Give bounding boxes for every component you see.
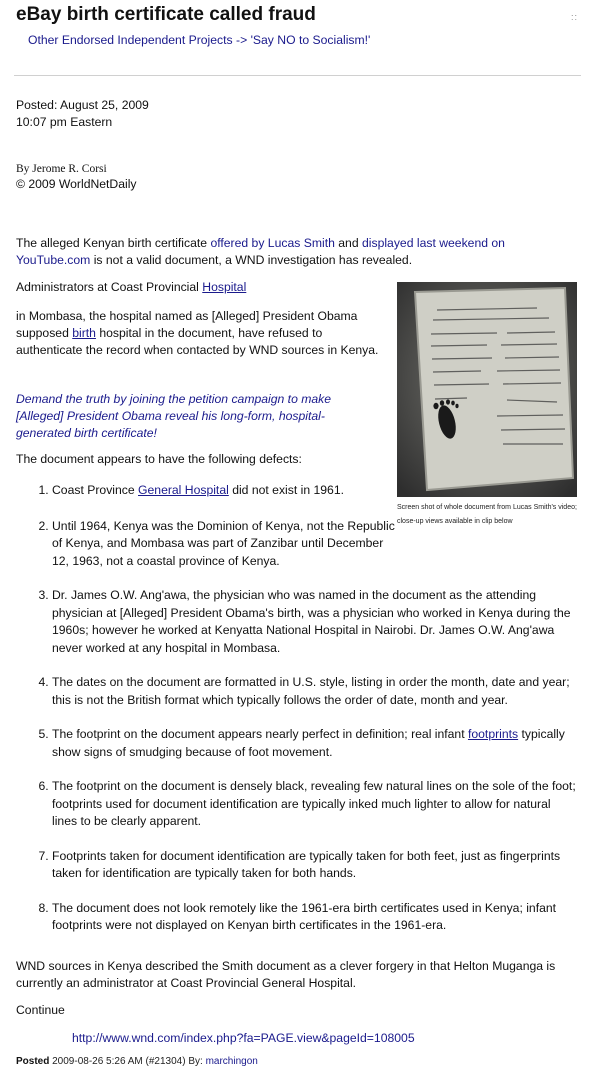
byline-block <box>16 162 137 192</box>
article-title: eBay birth certificate called fraud <box>16 4 316 25</box>
hospital-link[interactable]: Hospital <box>202 280 247 294</box>
menu-dots-icon[interactable]: :: <box>571 12 579 22</box>
birth-link[interactable]: birth <box>72 326 96 340</box>
continue-label: Continue <box>16 1003 65 1017</box>
general-hospital-link[interactable]: General Hospital <box>138 483 229 497</box>
defect-item-1: 1. Coast Province General Hospital did not exist in 1961. <box>52 482 382 500</box>
defect-item-8: 8. The document does not look remotely like the 1961-era birth certificates used in Kenya; infant footprints were not displayed on Kenyan birth certificates in the 1961-era. <box>52 900 577 935</box>
defects-intro: The document appears to have the following defects: <box>16 452 302 466</box>
defect-item-5: 5. The footprint on the document appears nearly perfect in definition; real infant footprints typically show signs of smudging because of foot movement. <box>52 726 577 761</box>
posted-detail: 2009-08-26 5:26 AM (#21304) By: <box>49 1056 206 1067</box>
paragraph-intro: The alleged Kenyan birth certificate offered by Lucas Smith and displayed last weekend on YouTube.com is not a valid document, a WND investigation has revealed. <box>16 236 505 267</box>
post-date <box>16 97 149 131</box>
birth-certificate-screenshot <box>397 282 577 497</box>
petition-link[interactable]: Demand the truth by joining the petition campaign to make [Alleged] President Obama reveal his long-form, hospital-generated birth certificate! <box>16 392 332 440</box>
defect-item-6: 6. The footprint on the document is densely black, revealing few natural lines on the sole of the foot; footprints used for document identification are typically inked much lighter to allow for natural lines to be clearly apparent. <box>52 778 577 831</box>
defects-list <box>16 482 582 935</box>
author-link[interactable]: marchingon <box>205 1056 258 1067</box>
photo-caption: Screen shot of whole document from Lucas Smith's video; close-up views available in clip below <box>397 504 577 525</box>
paragraph-closing: WND sources in Kenya described the Smith document as a clever forgery in that Helton Muganga is currently an administrator at Coast Provincial General Hospital. <box>16 959 556 990</box>
defect-item-4: 4. The dates on the document are formatted in U.S. style, listing in order the month, date and year; this is not the British format which typically follows the order of date, month and year. <box>52 674 582 709</box>
byline: By Jerome R. Corsi <box>16 163 107 175</box>
defect-item-2: 2. Until 1964, Kenya was the Dominion of Kenya, not the Republic of Kenya, and Mombasa was part of Zanzibar until December 12, 1963, not a coastal province of Kenya. <box>52 518 397 571</box>
lucas-smith-link[interactable]: offered by Lucas Smith <box>210 236 335 250</box>
youtube-link[interactable]: displayed last weekend on YouTube.com <box>16 236 505 267</box>
post-footer <box>16 1056 258 1067</box>
post-time-line: 10:07 pm Eastern <box>16 115 113 129</box>
posted-label: Posted <box>16 1056 50 1067</box>
breadcrumb-separator: -> <box>232 33 251 47</box>
breadcrumb-project-link[interactable]: Other Endorsed Independent Projects <box>28 33 233 47</box>
paragraph-mombasa: in Mombasa, the hospital named as [Alleged] President Obama supposed birth hospital in the document, have refused to authenticate the record when contacted by WND sources in Kenya. <box>16 309 379 357</box>
footprints-link[interactable]: footprints <box>467 727 519 741</box>
defect-item-3: 3. Dr. James O.W. Ang'awa, the physician who was named in the document as the attending physician at [Alleged] President Obama's birth, was a physician who worked in Kenya during the 1960s; however he worked at Kenyatta National Hospital in Nairobi. Dr. James O.W. Ang'awa never worked at any hospital in Mombasa. <box>52 587 582 657</box>
defect-item-7: 7. Footprints taken for document identification are typically taken for both feet, just as fingerprints taken for identification are typically taken for both hands. <box>52 848 572 883</box>
paragraph-administrators: Administrators at Coast Provincial Hospital <box>16 280 247 294</box>
header-divider <box>14 75 581 76</box>
certificate-photo-illustration <box>397 282 577 497</box>
breadcrumb <box>28 33 370 47</box>
petition-link-block <box>16 391 366 442</box>
breadcrumb-topic-link[interactable]: 'Say NO to Socialism!' <box>250 33 371 47</box>
post-date-line: Posted: August 25, 2009 <box>16 98 149 112</box>
copyright: © 2009 WorldNetDaily <box>16 177 137 191</box>
source-url-link[interactable]: http://www.wnd.com/index.php?fa=PAGE.view&pageId=108005 <box>72 1031 415 1045</box>
